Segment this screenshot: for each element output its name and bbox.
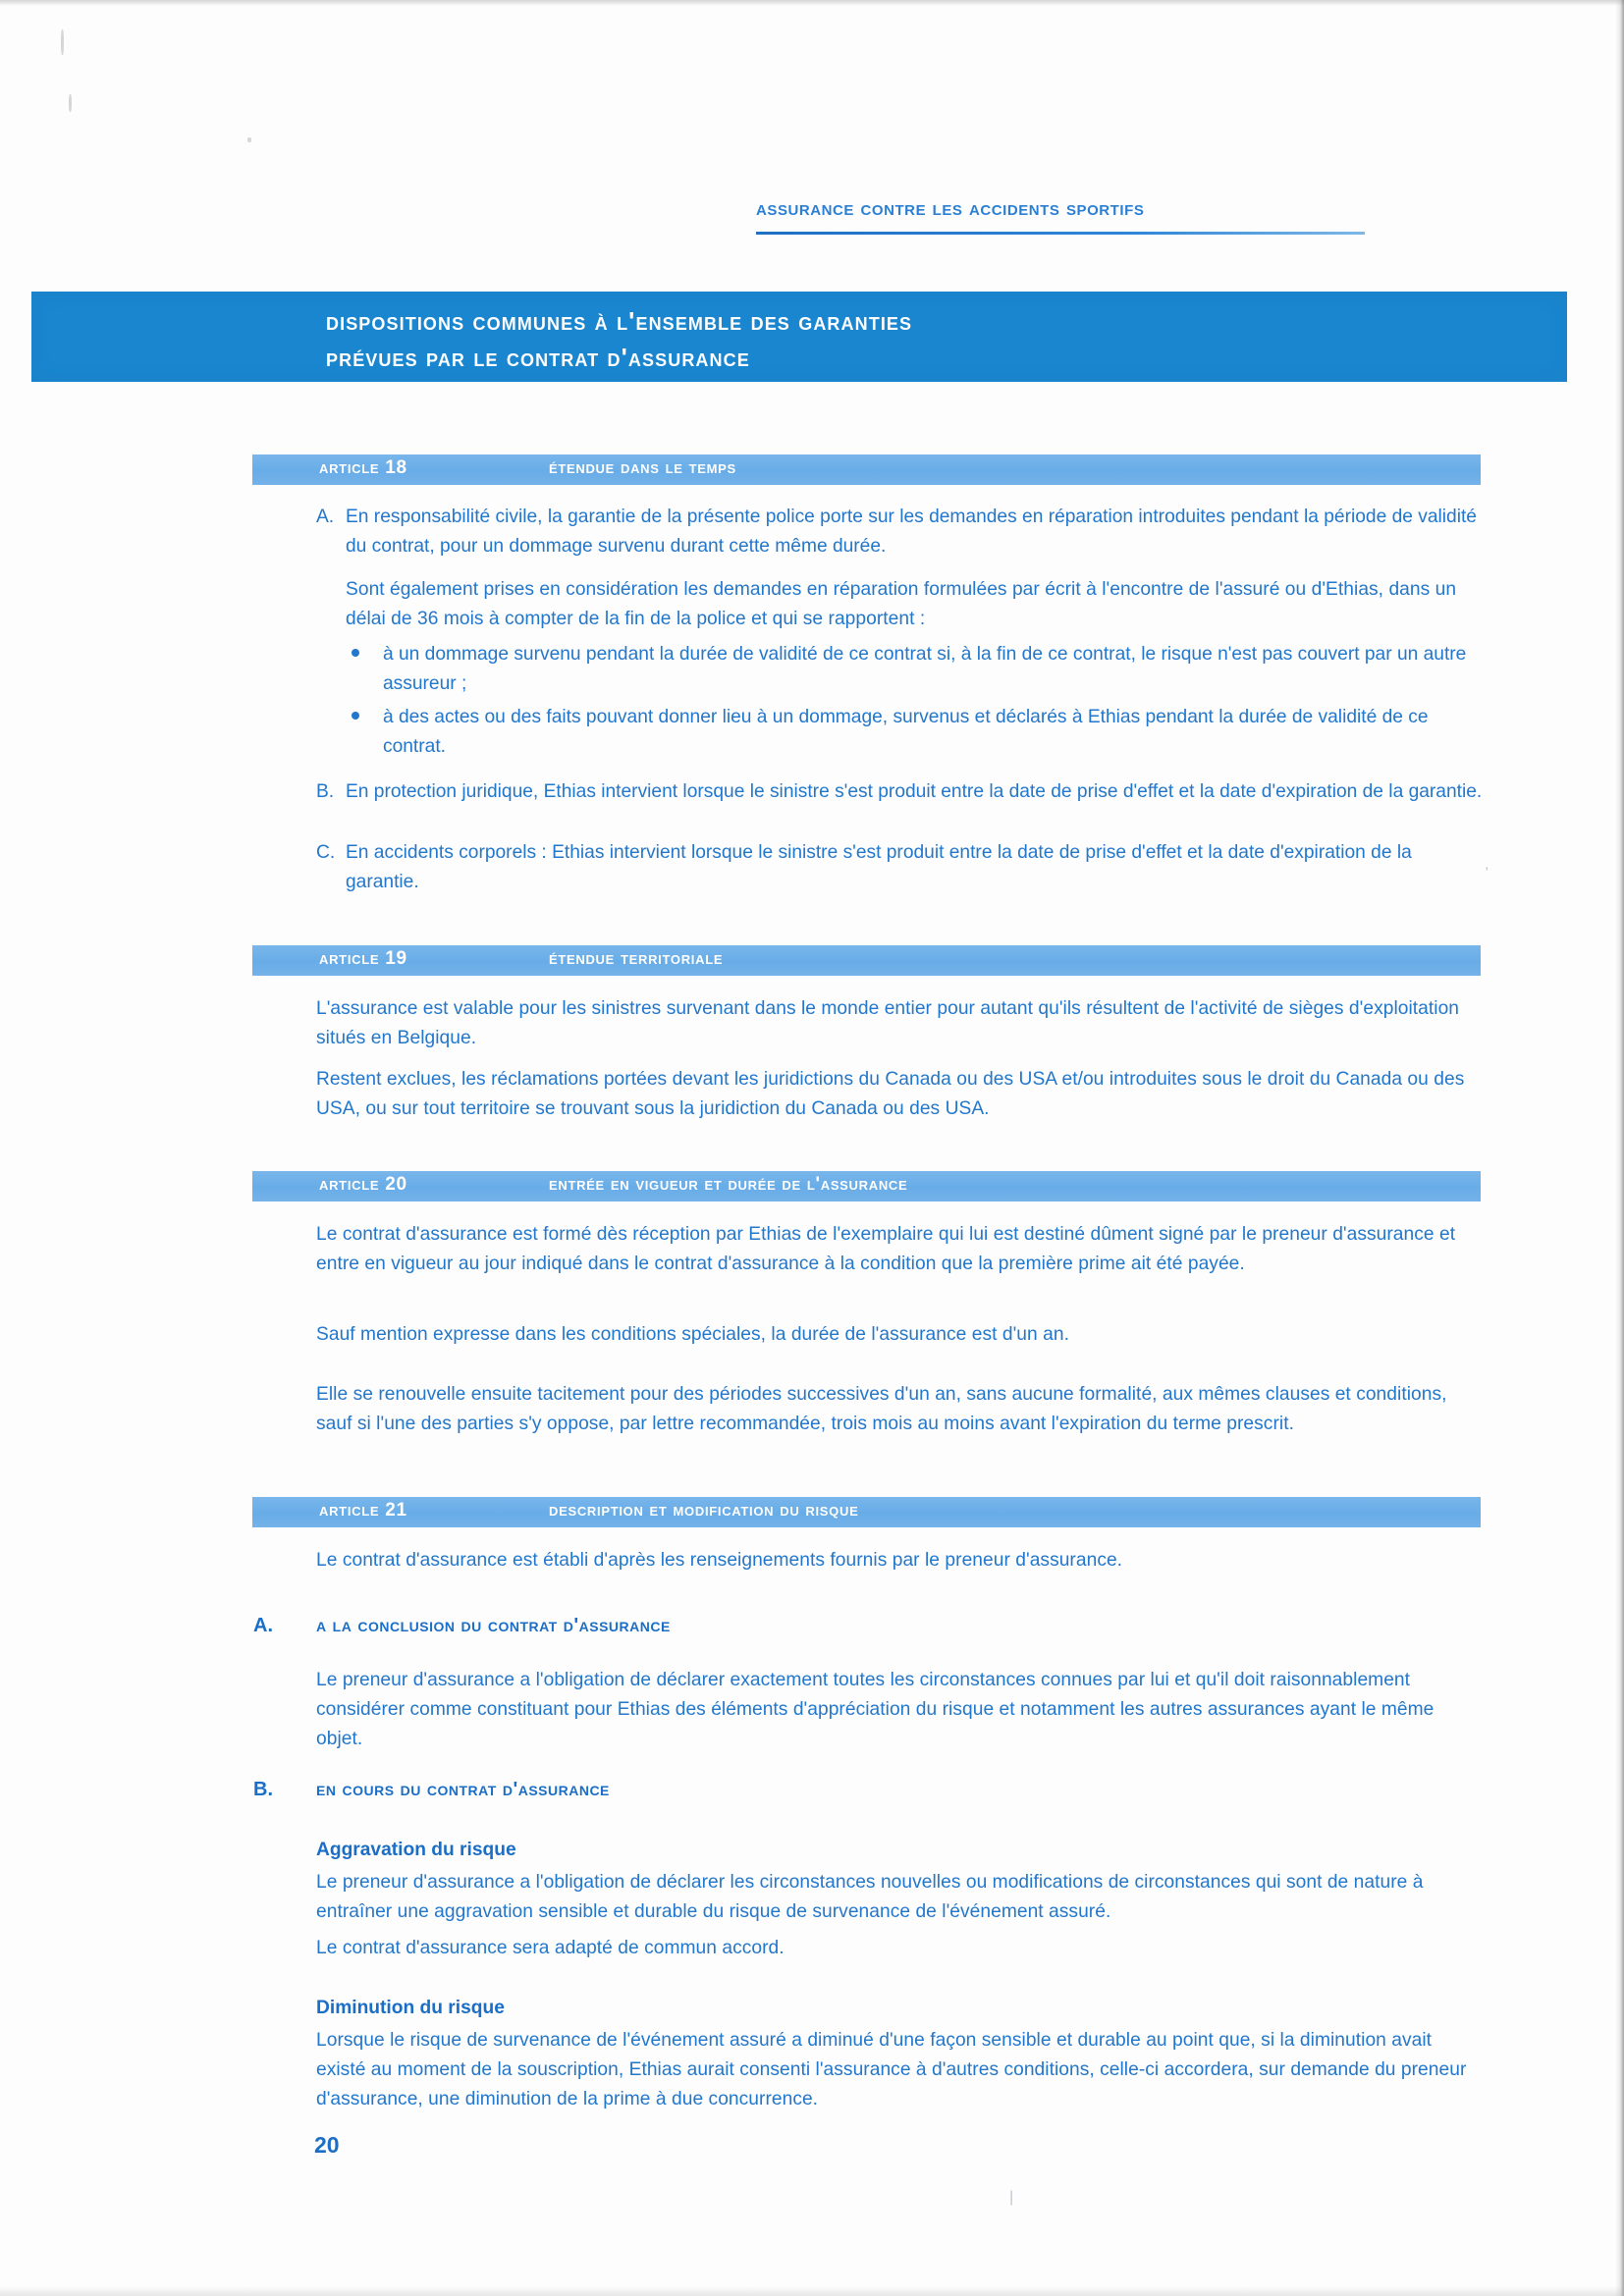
minor-heading-diminution: Diminution du risque <box>316 1998 505 2018</box>
article-title-19: étendue territoriale <box>549 948 724 969</box>
article-21-intro: Le contrat d'assurance est établi d'après les renseignements fournis par le preneur d'assurance. <box>316 1550 1123 1571</box>
aggravation-body: Le preneur d'assurance a l'obligation de déclarer les circonstances nouvelles ou modifications de circonstances qui sont de nature à entraîner une aggravation sensible et durable du risque de survenance de l'événement assuré. <box>316 1872 1424 1922</box>
article-number-19: article 19 <box>319 948 407 969</box>
article-20-paragraph-1: Le contrat d'assurance est formé dès réception par Ethias de l'exemplaire qui lui est destiné dûment signé par le preneur d'assurance et entre en vigueur au jour indiqué dans le contrat d'assurance à la condition que la première prime ait été payée. <box>316 1224 1456 1274</box>
article-18-item-c <box>316 838 1480 897</box>
subsection-letter-b: B. <box>253 1779 273 1800</box>
item-a-text: En responsabilité civile, la garantie de la présente police porte sur les demandes en réparation introduites pendant la période de validité du contrat, pour un dommage survenu durant cette même durée. <box>346 507 1477 557</box>
bullet-2-text: à des actes ou des faits pouvant donner lieu à un dommage, survenus et déclarés à Ethias pendant la durée de validité de ce contrat. <box>383 707 1429 757</box>
article-bar-20 <box>252 1171 1481 1201</box>
running-head-rule <box>756 232 1365 235</box>
scan-stray-mark: | <box>1009 2189 1014 2206</box>
scan-edge-right <box>1615 0 1624 2296</box>
article-number-21: article 21 <box>319 1500 407 1521</box>
banner-title-line-1: dispositions communes à l'ensemble des garanties <box>326 306 913 336</box>
scan-stray-mark: , <box>1485 856 1489 873</box>
item-marker-c: C. <box>316 842 336 863</box>
article-18-item-a <box>316 503 1485 561</box>
item-b-text: En protection juridique, Ethias intervient lorsque le sinistre s'est produit entre la date de prise d'effet et la date d'expiration de la garantie. <box>346 781 1483 802</box>
scan-speck <box>61 29 64 55</box>
page-number: 20 <box>314 2132 340 2158</box>
scan-edge-bottom <box>0 2286 1624 2296</box>
article-18-bullet-2 <box>352 703 1483 762</box>
article-bar-19 <box>252 945 1481 976</box>
subsection-heading-a: a la conclusion du contrat d'assurance <box>316 1615 671 1636</box>
article-number-18: article 18 <box>319 457 407 478</box>
item-c-text: En accidents corporels : Ethias intervient lorsque le sinistre s'est produit entre la date de prise d'effet et la date d'expiration de la garantie. <box>346 842 1412 892</box>
aggravation-body-2: Le contrat d'assurance sera adapté de commun accord. <box>316 1938 785 1958</box>
subsection-a-body: Le preneur d'assurance a l'obligation de déclarer exactement toutes les circonstances connues par lui et qu'il doit raisonnablement considérer comme constituant pour Ethias des éléments d'appréciation du risque et notamment les autres assurances ayant le même objet. <box>316 1670 1435 1749</box>
diminution-body: Lorsque le risque de survenance de l'événement assuré a diminué d'une façon sensible et durable au point que, si la diminution avait existé au moment de la souscription, Ethias aurait consenti l'assurance à d'autres conditions, celle-ci accordera, sur demande du preneur d'assurance, une diminution de la prime à due concurrence. <box>316 2030 1467 2109</box>
article-18-item-b <box>316 777 1489 807</box>
bullet-1-text: à un dommage survenu pendant la durée de validité de ce contrat si, à la fin de ce contrat, le risque n'est pas couvert par un autre assureur ; <box>383 644 1467 694</box>
article-20-paragraph-2: Sauf mention expresse dans les conditions spéciales, la durée de l'assurance est d'un an. <box>316 1324 1069 1345</box>
article-title-20: entrée en vigueur et durée de l'assurance <box>549 1174 908 1195</box>
article-19-paragraph-1: L'assurance est valable pour les sinistres survenant dans le monde entier pour autant qu'ils résultent de l'activité de sièges d'exploitation situés en Belgique. <box>316 998 1460 1048</box>
bullet-dot-icon <box>352 649 359 657</box>
section-banner <box>31 292 1567 382</box>
item-marker-a: A. <box>316 507 335 527</box>
minor-heading-aggravation: Aggravation du risque <box>316 1840 516 1860</box>
subsection-letter-a: A. <box>253 1615 273 1636</box>
article-bar-18 <box>252 454 1481 485</box>
article-title-21: description et modification du risque <box>549 1500 859 1521</box>
subsection-heading-b: en cours du contrat d'assurance <box>316 1779 610 1800</box>
item-marker-b: B. <box>316 781 335 802</box>
article-number-20: article 20 <box>319 1174 407 1195</box>
scan-speck <box>69 94 72 112</box>
article-20-paragraph-3: Elle se renouvelle ensuite tacitement pour des périodes successives d'un an, sans aucune formalité, aux mêmes clauses et conditions, sauf si l'une des parties s'y oppose, par lettre recommandée, trois mois au moins avant l'expiration du terme prescrit. <box>316 1384 1447 1434</box>
article-18-item-a-para-2: Sont également prises en considération les demandes en réparation formulées par écrit à l'encontre de l'assuré ou d'Ethias, dans un délai de 36 mois à compter de la fin de la police et qui se rapportent : <box>346 579 1457 629</box>
running-head <box>756 196 1365 235</box>
article-19-paragraph-2: Restent exclues, les réclamations portées devant les juridictions du Canada ou des USA et/ou introduites sous le droit du Canada ou des USA, ou sur tout territoire se trouvant sous la juridiction du Canada ou des USA. <box>316 1069 1465 1119</box>
banner-title-line-2: prévues par le contrat d'assurance <box>326 343 750 372</box>
running-head-text: assurance contre les accidents sportifs <box>756 196 1145 220</box>
article-title-18: étendue dans le temps <box>549 457 736 478</box>
article-18-bullet-1 <box>352 640 1481 699</box>
scan-speck <box>247 137 251 142</box>
article-bar-21 <box>252 1497 1481 1527</box>
bullet-dot-icon <box>352 712 359 720</box>
scan-edge-top <box>0 0 1624 6</box>
